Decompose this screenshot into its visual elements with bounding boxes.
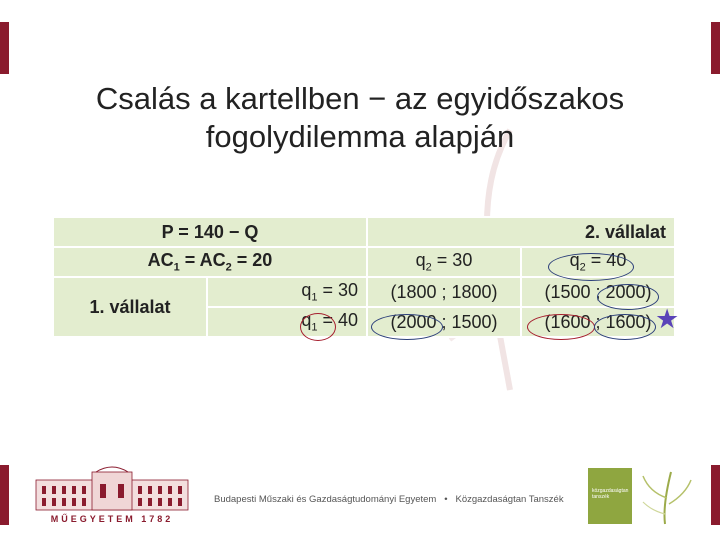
accent-bar-top-left xyxy=(0,22,9,74)
best-response-ellipse-1600a xyxy=(527,314,595,340)
cost-equation: $AC_1 = AC_2 = 20$ xyxy=(53,247,367,277)
footer-bullet: • xyxy=(444,494,448,505)
nash-equilibrium-star-icon: ★ xyxy=(655,304,680,334)
payoff-cell-30-40: (1500 ; 2000) xyxy=(521,277,675,307)
footer-text xyxy=(214,494,564,505)
payoff-cell-40-40: (1600 ; 1600) xyxy=(521,307,675,337)
department-logo-text: közgazdaságtan tanszék xyxy=(592,488,629,500)
row-header-q1-30: $q_1 = 30$ xyxy=(207,277,367,307)
firm1-label: 1. vállalat xyxy=(53,277,207,337)
slide-title xyxy=(40,80,680,156)
price-equation: P = 140 − Q xyxy=(53,217,367,247)
best-response-ellipse-q2-2000 xyxy=(597,284,659,310)
plant-logo-icon xyxy=(637,468,693,526)
department-logo xyxy=(588,468,632,524)
col-header-q2-30: $q_2 = 30$ xyxy=(367,247,521,277)
row-header-q1-40: $q_1 = 40$ xyxy=(207,307,367,337)
best-response-ellipse-1600b xyxy=(594,314,656,340)
building-caption: MŰEGYETEM 1782 xyxy=(50,514,174,524)
col-header-q2-40: $q_2 = 40$ xyxy=(521,247,675,277)
accent-bar-top-right xyxy=(711,22,720,74)
firm2-header: 2. vállalat xyxy=(367,217,675,247)
best-response-ellipse-2000 xyxy=(371,314,443,340)
payoff-cell-30-30: (1800 ; 1800) xyxy=(367,277,521,307)
department-name: Közgazdaságtan Tanszék xyxy=(455,494,564,505)
university-building-logo xyxy=(32,466,192,526)
accent-bar-bottom-left xyxy=(0,465,9,525)
title-line-1: Csalás a kartellben − az egyidőszakos xyxy=(95,81,625,116)
accent-bar-bottom-right xyxy=(711,465,720,525)
title-line-2: fogolydilemma alapján xyxy=(205,119,515,154)
best-response-ellipse-q2-40 xyxy=(548,253,634,281)
best-response-ellipse-q1-40 xyxy=(300,313,336,341)
payoff-cell-40-30: (2000 ; 1500) xyxy=(367,307,521,337)
university-name: Budapesti Műszaki és Gazdaságtudományi Egyetem xyxy=(214,494,437,505)
